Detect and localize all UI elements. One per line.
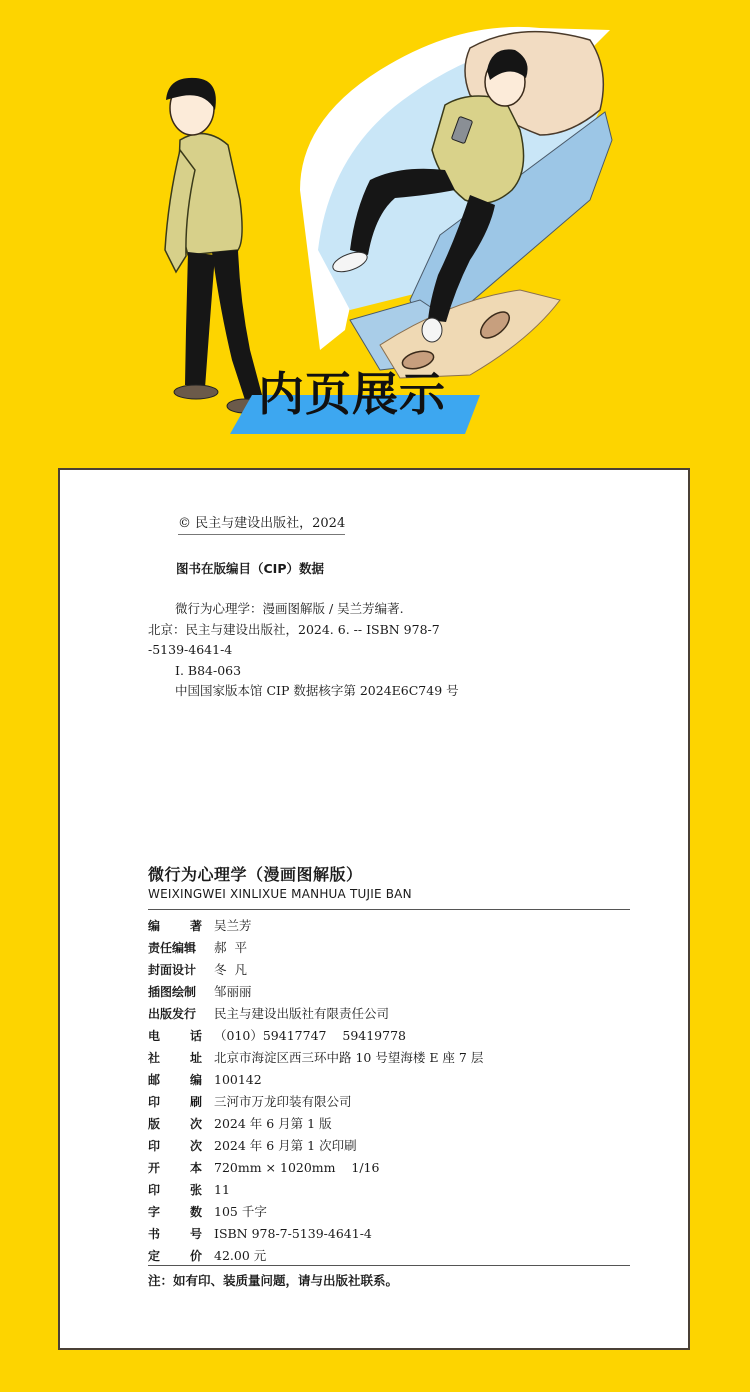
info-value: （010）59417747 59419778 <box>214 1028 406 1043</box>
divider-bottom <box>148 1265 630 1266</box>
cip-block <box>148 599 548 702</box>
info-label: 开 本 <box>148 1160 202 1175</box>
info-label: 印 张 <box>148 1182 202 1197</box>
info-label: 印 刷 <box>148 1094 202 1109</box>
divider-top <box>148 909 630 910</box>
walking-boy-leg-2 <box>212 250 262 400</box>
info-row <box>148 1200 630 1222</box>
info-value: 三河市万龙印装有限公司 <box>214 1094 352 1109</box>
info-label: 编 著 <box>148 918 202 933</box>
info-label: 出版发行 <box>148 1006 197 1021</box>
info-label: 印 次 <box>148 1138 202 1153</box>
info-value: 郝 平 <box>214 940 247 955</box>
info-value: 720mm × 1020mm 1/16 <box>214 1159 380 1175</box>
info-value: 2024 年 6 月第 1 次印刷 <box>214 1138 357 1153</box>
copyright-page <box>58 468 690 1350</box>
info-row <box>148 980 630 1002</box>
cip-line: -5139-4641-4 <box>148 642 233 657</box>
info-label: 版 次 <box>148 1116 202 1131</box>
info-row <box>148 1178 630 1200</box>
info-row <box>148 914 630 936</box>
info-row <box>148 1002 630 1024</box>
quality-note: 注：如有印、装质量问题，请与出版社联系。 <box>148 1273 399 1288</box>
info-value: 北京市海淀区西三环中路 10 号望海楼 E 座 7 层 <box>214 1050 484 1065</box>
book-title: 微行为心理学（漫画图解版） <box>148 865 363 884</box>
cip-line: 北京：民主与建设出版社，2024. 6. -- ISBN 978-7 <box>148 621 440 637</box>
hero-illustration <box>0 0 750 460</box>
info-value: 105 千字 <box>214 1204 267 1219</box>
info-value: 2024 年 6 月第 1 版 <box>214 1116 332 1131</box>
walking-boy-shoe-1 <box>174 385 218 399</box>
info-label: 定 价 <box>148 1248 202 1263</box>
info-row <box>148 1156 630 1178</box>
info-label: 插图绘制 <box>148 984 197 999</box>
info-label: 书 号 <box>148 1226 202 1241</box>
info-value: 冬 凡 <box>214 962 247 977</box>
info-label: 电 话 <box>148 1028 202 1043</box>
info-row <box>148 1024 630 1046</box>
info-row <box>148 1068 630 1090</box>
info-value: 民主与建设出版社有限责任公司 <box>214 1006 390 1021</box>
info-label: 封面设计 <box>148 962 197 977</box>
info-label: 字 数 <box>148 1204 202 1219</box>
info-row <box>148 1046 630 1068</box>
info-row <box>148 958 630 980</box>
cip-line: 微行为心理学：漫画图解版 / 吴兰芳编著. <box>175 601 404 616</box>
info-row <box>148 1112 630 1134</box>
info-row <box>148 1222 630 1244</box>
info-label: 社 址 <box>148 1050 202 1065</box>
info-row <box>148 1244 630 1266</box>
publication-info-table <box>148 914 630 1266</box>
info-value: ISBN 978-7-5139-4641-4 <box>214 1225 372 1241</box>
info-row <box>148 936 630 958</box>
cip-line: 中国国家版本馆 CIP 数据核字第 2024E6C749 号 <box>175 683 459 698</box>
info-value: 邹丽丽 <box>214 984 252 999</box>
copyright-line: © 民主与建设出版社，2024 <box>178 512 345 535</box>
walking-boy-leg-1 <box>185 252 215 388</box>
info-row <box>148 1134 630 1156</box>
info-value: 100142 <box>214 1071 262 1087</box>
info-value: 42.00 元 <box>214 1248 267 1263</box>
cip-title: 图书在版编目（CIP）数据 <box>176 561 324 576</box>
cip-line: Ⅰ. B84-063 <box>175 662 242 678</box>
info-label: 责任编辑 <box>148 940 197 955</box>
info-label: 邮 编 <box>148 1072 202 1087</box>
info-value: 吴兰芳 <box>214 918 252 933</box>
book-pinyin: WEIXINGWEI XINLIXUE MANHUA TUJIE BAN <box>148 887 412 901</box>
banner-title: 内页展示 <box>258 367 446 421</box>
lying-boy-sock-2 <box>422 318 442 342</box>
info-value: 11 <box>214 1181 230 1197</box>
info-row <box>148 1090 630 1112</box>
